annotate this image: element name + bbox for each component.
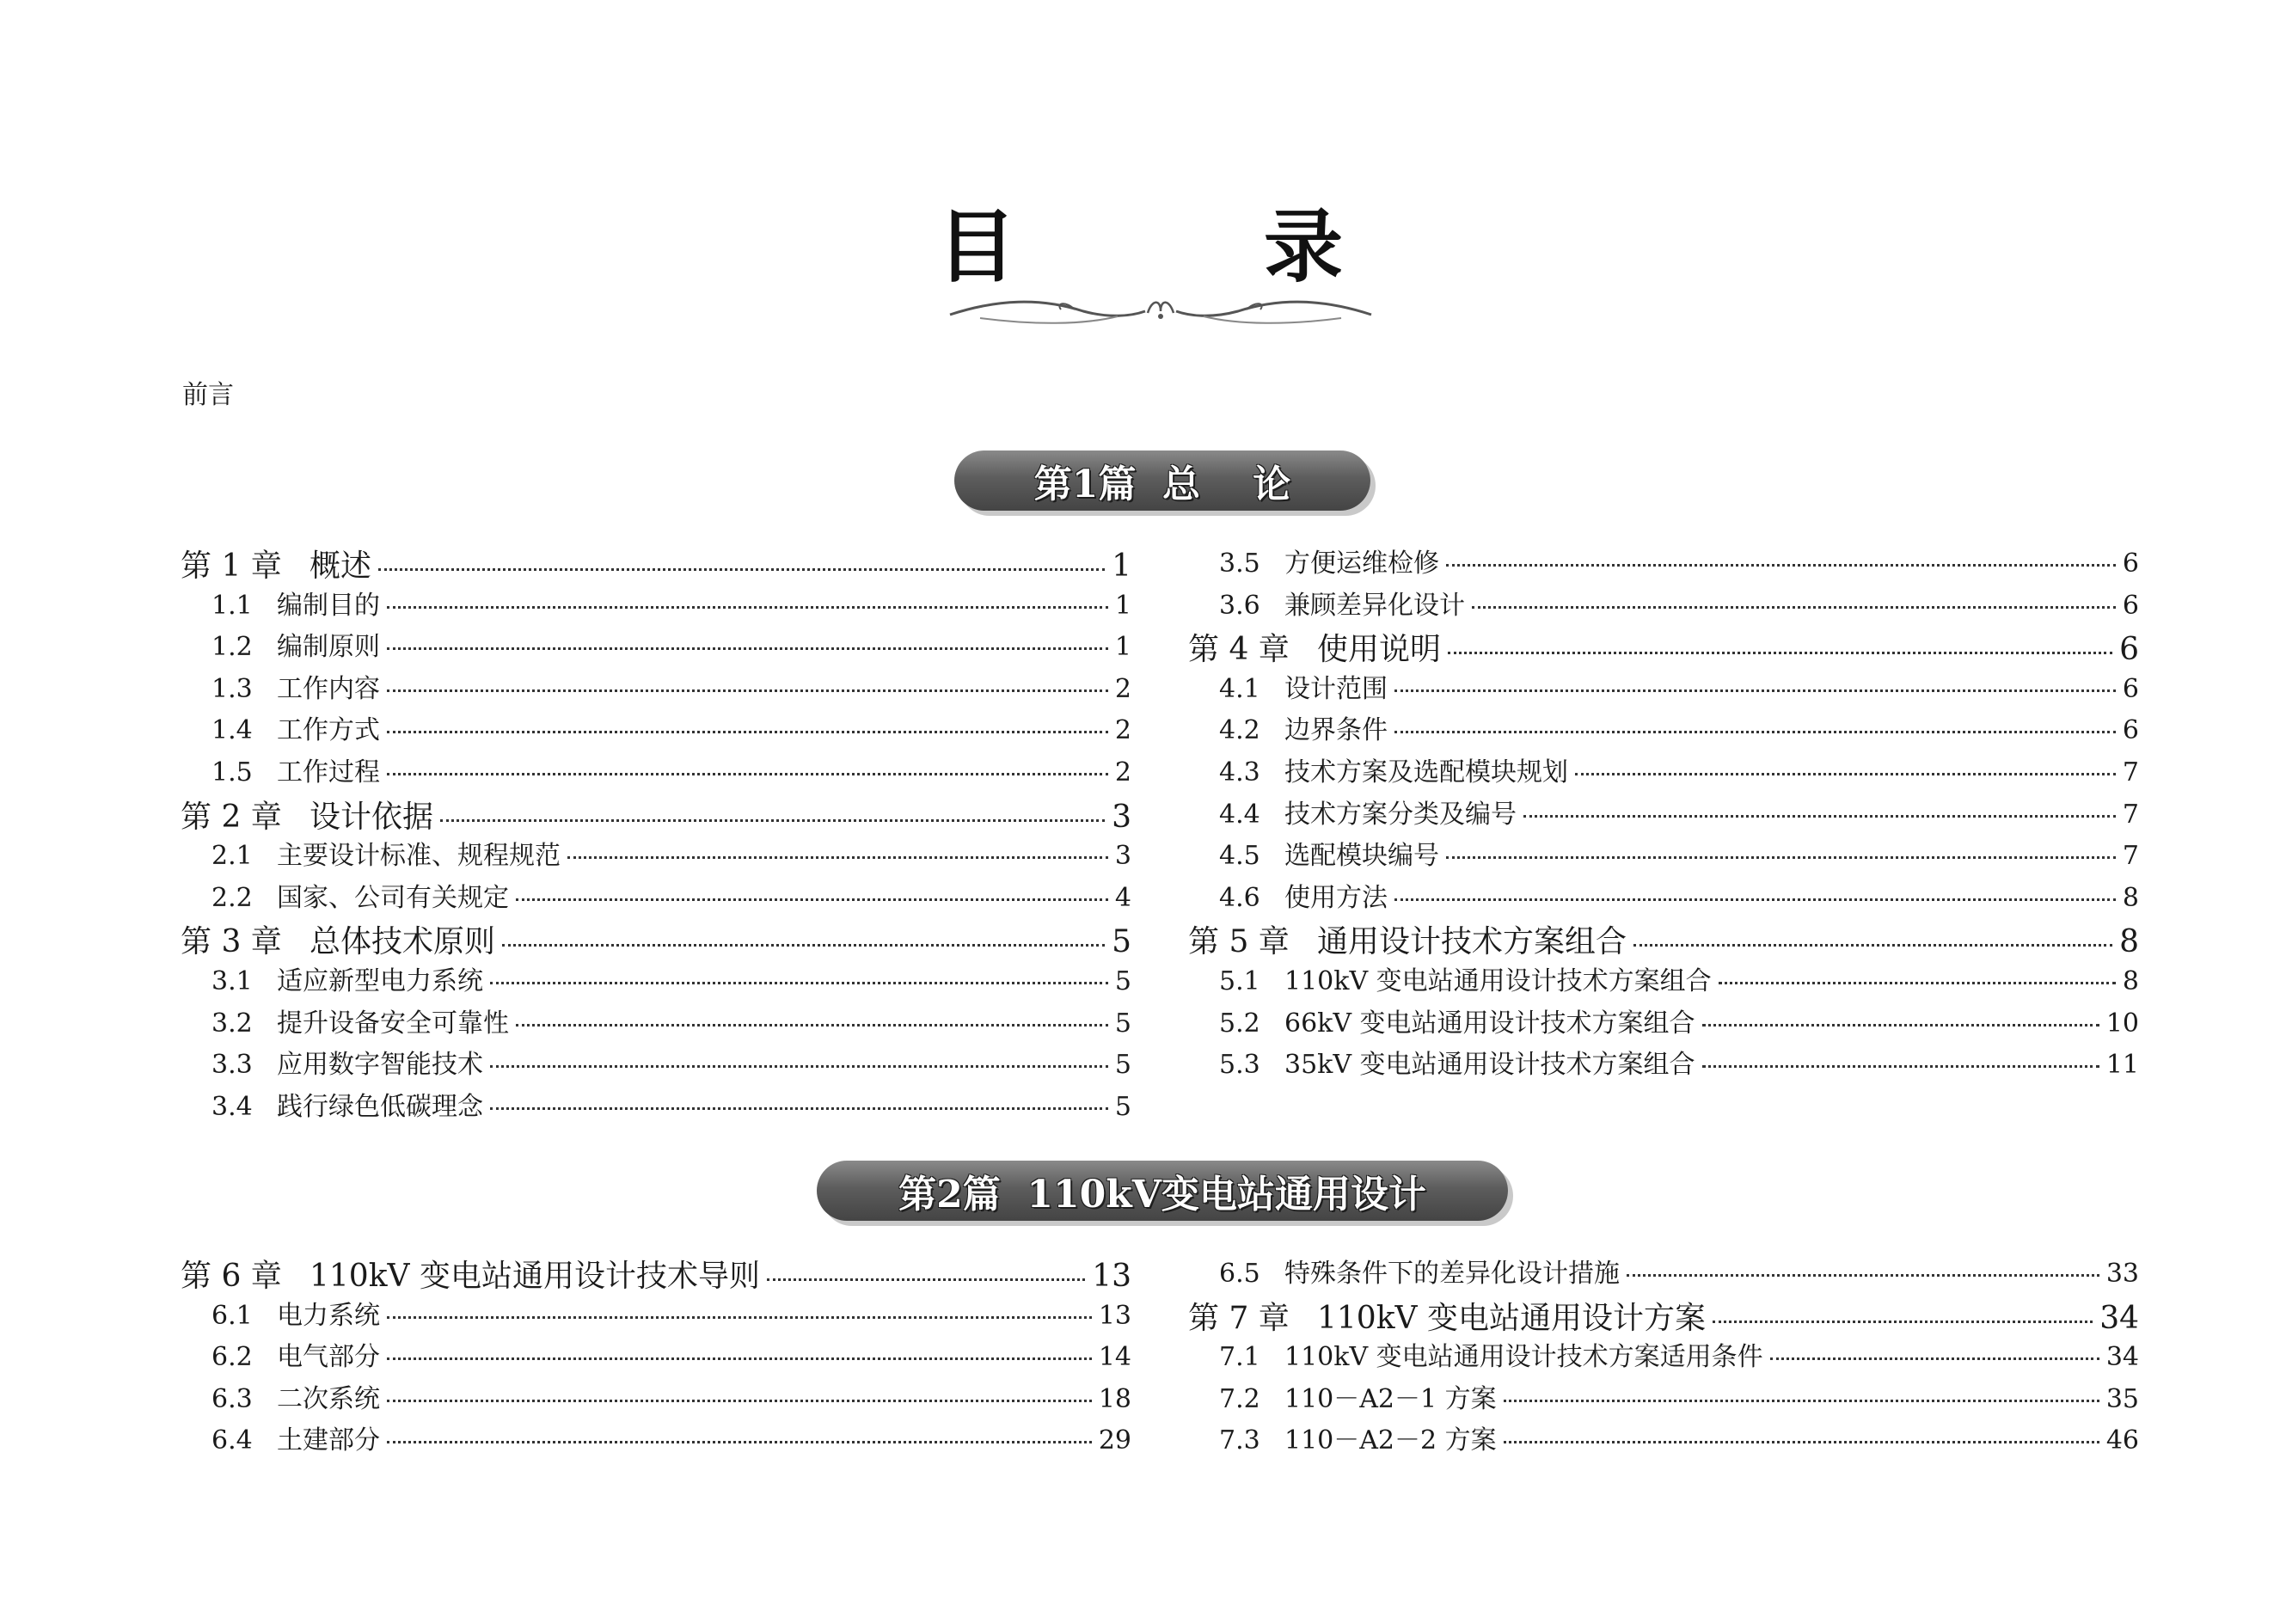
toc-entry-page: 1 <box>1114 632 1131 663</box>
toc-leader-dots <box>1446 856 2116 859</box>
toc-entry-title: 提升设备安全可靠性 <box>277 1008 509 1039</box>
toc-chapter-entry[interactable] <box>181 542 1131 584</box>
toc-entry-page: 3 <box>1112 799 1131 835</box>
toc-entry-page: 34 <box>2105 1342 2139 1373</box>
toc-chapter-entry[interactable] <box>1188 625 2139 667</box>
part2-banner: 第2篇 110kV变电站通用设计 <box>817 1161 1508 1221</box>
toc-entry-number: 5.2 <box>1219 1008 1260 1039</box>
toc-leader-dots <box>387 606 1108 609</box>
toc-leader-dots <box>1394 898 2116 901</box>
toc-entry-number: 4.4 <box>1219 799 1260 830</box>
toc-entry-title: 110kV 变电站通用设计方案 <box>1317 1300 1706 1336</box>
toc-entry-title: 主要设计标准、规程规范 <box>277 841 561 872</box>
toc-leader-dots <box>1633 944 2112 947</box>
toc-entry-title: 总体技术原则 <box>310 924 496 960</box>
toc-entry-page: 7 <box>2122 799 2139 830</box>
toc-leader-dots <box>387 731 1108 733</box>
toc-part2-left <box>181 1252 1131 1461</box>
toc-leader-dots <box>1394 689 2116 692</box>
toc-entry-number: 4.3 <box>1219 757 1260 787</box>
toc-section-entry[interactable] <box>1188 876 2139 918</box>
toc-leader-dots <box>387 689 1108 692</box>
toc-entry-number: 1.5 <box>211 757 253 787</box>
toc-leader-dots <box>440 819 1105 822</box>
toc-section-entry[interactable] <box>1188 667 2139 709</box>
toc-entry-page: 1 <box>1112 548 1131 584</box>
toc-entry-title: 通用设计技术方案组合 <box>1317 924 1627 960</box>
toc-entry-number: 3.3 <box>211 1050 253 1081</box>
toc-entry-page: 13 <box>1098 1300 1131 1331</box>
toc-entry-number: 3.1 <box>211 965 253 996</box>
toc-entry-number: 2.1 <box>211 841 253 872</box>
toc-entry-title: 二次系统 <box>277 1383 380 1414</box>
toc-entry-page: 3 <box>1114 841 1131 872</box>
toc-entry-page: 8 <box>2119 924 2139 960</box>
toc-chapter-entry[interactable] <box>181 793 1131 835</box>
toc-section-entry[interactable] <box>181 708 1131 751</box>
toc-section-entry[interactable] <box>181 1335 1131 1377</box>
toc-entry-title: 土建部分 <box>277 1425 380 1456</box>
toc-entry-number: 6.2 <box>211 1342 253 1373</box>
toc-entry-title: 国家、公司有关规定 <box>277 882 509 913</box>
toc-entry-number: 第 7 章 <box>1188 1300 1290 1336</box>
toc-leader-dots <box>1575 773 2116 775</box>
toc-entry-page: 2 <box>1114 673 1131 704</box>
toc-section-entry[interactable] <box>181 1377 1131 1419</box>
toc-section-entry[interactable] <box>1188 708 2139 751</box>
toc-entry-title: 兼顾差异化设计 <box>1284 590 1465 621</box>
toc-entry-page: 2 <box>1114 757 1131 787</box>
toc-leader-dots <box>1394 731 2116 733</box>
toc-section-entry[interactable] <box>181 667 1131 709</box>
toc-entry-title: 应用数字智能技术 <box>277 1050 483 1081</box>
toc-section-entry[interactable] <box>181 1085 1131 1127</box>
toc-chapter-entry[interactable] <box>1188 917 2139 959</box>
toc-entry-page: 35 <box>2105 1383 2139 1414</box>
toc-entry-page: 34 <box>2099 1300 2139 1336</box>
toc-leader-dots <box>378 568 1105 571</box>
toc-entry-page: 6 <box>2119 632 2139 668</box>
toc-entry-number: 6.1 <box>211 1300 253 1331</box>
toc-entry-page: 7 <box>2122 757 2139 787</box>
toc-leader-dots <box>387 1357 1092 1360</box>
toc-entry-page: 5 <box>1112 924 1131 960</box>
toc-entry-title: 110－A2－2 方案 <box>1284 1425 1497 1456</box>
toc-section-entry[interactable] <box>1188 1419 2139 1461</box>
toc-leader-dots <box>387 1316 1092 1319</box>
toc-entry-title: 工作过程 <box>277 757 380 787</box>
toc-part1-left <box>181 542 1131 1126</box>
toc-entry-number: 1.3 <box>211 673 253 704</box>
toc-section-entry[interactable] <box>181 751 1131 793</box>
toc-entry-title: 选配模块编号 <box>1284 841 1439 872</box>
part1-banner: 第1篇 总 论 <box>954 450 1370 511</box>
toc-entry-number: 第 1 章 <box>181 548 282 584</box>
toc-entry-number: 2.2 <box>211 882 253 913</box>
toc-leader-dots <box>502 944 1105 947</box>
toc-leader-dots <box>490 1065 1108 1068</box>
toc-entry-page: 5 <box>1114 1091 1131 1122</box>
toc-entry-number: 1.2 <box>211 632 253 663</box>
toc-entry-title: 编制目的 <box>277 590 380 621</box>
toc-section-entry[interactable] <box>1188 793 2139 835</box>
toc-leader-dots <box>1472 606 2116 609</box>
toc-entry-page: 8 <box>2122 965 2139 996</box>
toc-leader-dots <box>1504 1400 2099 1402</box>
toc-entry-number: 7.2 <box>1219 1383 1260 1414</box>
toc-leader-dots <box>1523 815 2116 818</box>
toc-entry-title: 技术方案及选配模块规划 <box>1284 757 1568 787</box>
toc-leader-dots <box>1446 564 2116 567</box>
toc-entry-title: 使用方法 <box>1284 882 1388 913</box>
toc-entry-number: 1.4 <box>211 715 253 746</box>
toc-leader-dots <box>1719 982 2116 984</box>
toc-leader-dots <box>490 1107 1108 1110</box>
toc-leader-dots <box>1702 1065 2099 1068</box>
toc-entry-page: 11 <box>2105 1050 2139 1081</box>
toc-entry-page: 6 <box>2122 673 2139 704</box>
toc-leader-dots <box>767 1278 1085 1281</box>
toc-entry-number: 3.5 <box>1219 548 1260 579</box>
toc-section-entry[interactable] <box>1188 542 2139 584</box>
toc-part1-right <box>1188 542 2139 1085</box>
toc-entry-page: 6 <box>2122 715 2139 746</box>
toc-entry-page: 46 <box>2105 1425 2139 1456</box>
toc-leader-dots <box>1504 1441 2099 1443</box>
toc-entry-page: 1 <box>1114 590 1131 621</box>
toc-entry-title: 35kV 变电站通用设计技术方案组合 <box>1284 1050 1695 1081</box>
toc-entry-page: 6 <box>2122 590 2139 621</box>
toc-section-entry[interactable] <box>181 1043 1131 1085</box>
toc-leader-dots <box>516 898 1108 901</box>
preface-entry[interactable]: 前言 <box>182 380 234 410</box>
toc-entry-page: 2 <box>1114 715 1131 746</box>
toc-entry-page: 33 <box>2105 1259 2139 1289</box>
toc-entry-title: 电气部分 <box>277 1342 380 1373</box>
toc-entry-page: 5 <box>1114 965 1131 996</box>
toc-entry-title: 使用说明 <box>1317 632 1442 668</box>
toc-section-entry[interactable] <box>1188 584 2139 626</box>
toc-entry-title: 设计依据 <box>310 799 434 835</box>
toc-entry-page: 18 <box>1098 1383 1131 1414</box>
toc-entry-title: 66kV 变电站通用设计技术方案组合 <box>1284 1008 1695 1039</box>
toc-section-entry[interactable] <box>1188 834 2139 876</box>
toc-entry-number: 第 5 章 <box>1188 924 1290 960</box>
toc-section-entry[interactable] <box>181 959 1131 1002</box>
toc-leader-dots <box>1702 1024 2099 1026</box>
toc-part2-right <box>1188 1252 2139 1461</box>
toc-entry-number: 4.6 <box>1219 882 1260 913</box>
toc-leader-dots <box>1627 1274 2099 1277</box>
toc-entry-number: 6.4 <box>211 1425 253 1456</box>
toc-entry-title: 适应新型电力系统 <box>277 965 483 996</box>
toc-entry-title: 边界条件 <box>1284 715 1388 746</box>
toc-entry-number: 第 2 章 <box>181 799 282 835</box>
toc-entry-number: 3.4 <box>211 1091 253 1122</box>
toc-section-entry[interactable] <box>181 1419 1131 1461</box>
toc-section-entry[interactable] <box>181 1002 1131 1044</box>
toc-section-entry[interactable] <box>1188 1002 2139 1044</box>
toc-entry-number: 5.3 <box>1219 1050 1260 1081</box>
toc-entry-title: 概述 <box>310 548 372 584</box>
toc-section-entry[interactable] <box>181 1294 1131 1336</box>
toc-chapter-entry[interactable] <box>181 1252 1131 1294</box>
toc-leader-dots <box>1448 652 2112 654</box>
toc-entry-page: 6 <box>2122 548 2139 579</box>
title-ornament <box>946 291 1376 334</box>
toc-section-entry[interactable] <box>181 625 1131 667</box>
toc-entry-title: 编制原则 <box>277 632 380 663</box>
toc-entry-number: 7.3 <box>1219 1425 1260 1456</box>
toc-entry-title: 110kV 变电站通用设计技术方案组合 <box>1284 965 1712 996</box>
toc-section-entry[interactable] <box>1188 751 2139 793</box>
toc-leader-dots <box>387 1441 1092 1443</box>
toc-entry-page: 14 <box>1098 1342 1131 1373</box>
toc-entry-page: 10 <box>2105 1008 2139 1039</box>
toc-section-entry[interactable] <box>181 876 1131 918</box>
toc-section-entry[interactable] <box>1188 1043 2139 1085</box>
toc-leader-dots <box>1713 1321 2093 1323</box>
toc-entry-number: 3.2 <box>211 1008 253 1039</box>
toc-entry-page: 4 <box>1114 882 1131 913</box>
toc-chapter-entry[interactable] <box>181 917 1131 959</box>
toc-leader-dots <box>490 982 1108 984</box>
toc-leader-dots <box>567 856 1108 859</box>
toc-entry-number: 5.1 <box>1219 965 1260 996</box>
toc-entry-number: 第 6 章 <box>181 1259 282 1294</box>
toc-leader-dots <box>387 1400 1092 1402</box>
toc-entry-title: 方便运维检修 <box>1284 548 1439 579</box>
toc-entry-title: 技术方案分类及编号 <box>1284 799 1517 830</box>
toc-entry-title: 特殊条件下的差异化设计措施 <box>1284 1259 1620 1289</box>
toc-entry-number: 第 4 章 <box>1188 632 1290 668</box>
toc-section-entry[interactable] <box>181 584 1131 626</box>
toc-entry-title: 110kV 变电站通用设计技术方案适用条件 <box>1284 1342 1763 1373</box>
page-title: 目 录 <box>936 200 1454 293</box>
toc-entry-page: 5 <box>1114 1050 1131 1081</box>
toc-entry-title: 践行绿色低碳理念 <box>277 1091 483 1122</box>
toc-entry-title: 工作内容 <box>277 673 380 704</box>
toc-entry-number: 1.1 <box>211 590 253 621</box>
toc-leader-dots <box>387 647 1108 650</box>
toc-entry-number: 6.5 <box>1219 1259 1260 1289</box>
toc-entry-number: 第 3 章 <box>181 924 282 960</box>
toc-entry-page: 5 <box>1114 1008 1131 1039</box>
toc-entry-number: 4.5 <box>1219 841 1260 872</box>
toc-leader-dots <box>387 773 1108 775</box>
toc-section-entry[interactable] <box>1188 1335 2139 1377</box>
toc-section-entry[interactable] <box>1188 959 2139 1002</box>
toc-leader-dots <box>1770 1357 2099 1360</box>
toc-entry-title: 电力系统 <box>277 1300 380 1331</box>
toc-entry-number: 3.6 <box>1219 590 1260 621</box>
toc-entry-number: 4.1 <box>1219 673 1260 704</box>
toc-entry-title: 110－A2－1 方案 <box>1284 1383 1497 1414</box>
toc-chapter-entry[interactable] <box>1188 1294 2139 1336</box>
toc-entry-number: 6.3 <box>211 1383 253 1414</box>
toc-entry-page: 7 <box>2122 841 2139 872</box>
toc-entry-title: 工作方式 <box>277 715 380 746</box>
toc-entry-page: 29 <box>1098 1425 1131 1456</box>
toc-entry-number: 4.2 <box>1219 715 1260 746</box>
toc-leader-dots <box>516 1024 1108 1026</box>
toc-entry-title: 110kV 变电站通用设计技术导则 <box>310 1259 760 1294</box>
toc-section-entry[interactable] <box>1188 1377 2139 1419</box>
toc-section-entry[interactable] <box>181 834 1131 876</box>
toc-section-entry[interactable] <box>1188 1252 2139 1294</box>
toc-entry-number: 7.1 <box>1219 1342 1260 1373</box>
toc-entry-title: 设计范围 <box>1284 673 1388 704</box>
toc-entry-page: 8 <box>2122 882 2139 913</box>
toc-entry-page: 13 <box>1092 1259 1131 1294</box>
